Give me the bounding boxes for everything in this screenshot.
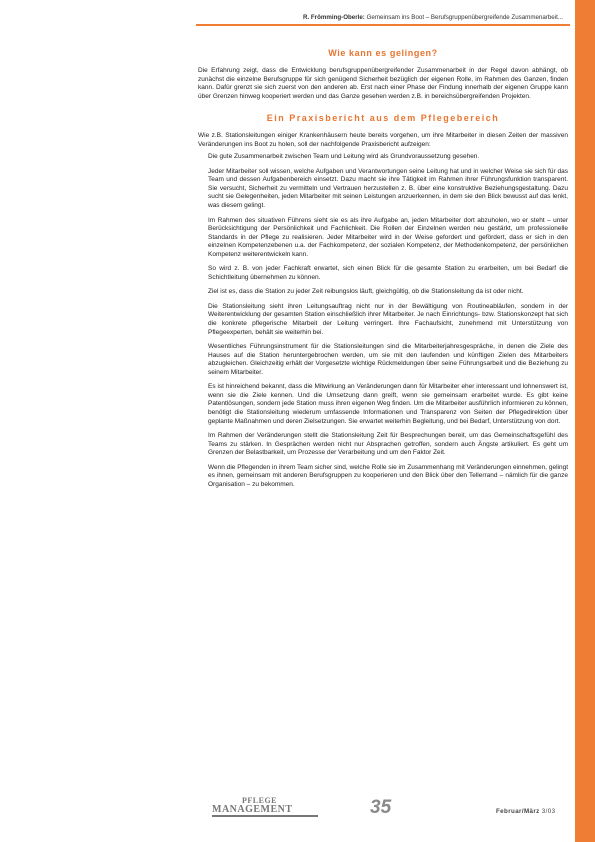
report-paragraph: Jeder Mitarbeiter soll wissen, welche Aufgaben und Verantwortungen seine Leitung hat und in welcher Weise sie sich für das Team und dessen Aufgabenbereich einsetzt. Dazu macht sie ihre Tätigkeit im Rahmen ihrer Führungsfunktion transparent. Sie versucht, Sicherheit zu vermitteln und Vertrauen herzustellen z. B. über eine konstruktive Beziehungsgestaltung. Dazu sucht sie Gelegenheiten, jeden Mitarbeiter mit seinen Leistungen anzuerkennen, in dem sie den Blick bewusst auf das lenkt, was diesem gelingt. xyxy=(208,167,568,210)
magazine-logo xyxy=(212,796,318,816)
report-paragraph: Die Stationsleitung sieht ihren Leitungsauftrag nicht nur in der Bewältigung von Routineabläufen, sondern in der Weiterentwicklung der gesamten Station einschließlich ihrer Mitarbeiter. Je nach Einrichtungs- bzw. Stationskonzept hat sich die konkrete pflegerische Mitarbeit der Leitung verringert. Ihre Fachaufsicht, zunehmend mit Unterstützung von Pflegeexperten, behält sie weiterhin bei. xyxy=(208,302,568,336)
page-number: 35 xyxy=(370,797,392,818)
report-paragraphs xyxy=(198,153,568,489)
section-heading-2: Ein Praxisbericht aus dem Pflegebereich xyxy=(266,113,500,124)
logo-line-2: MANAGEMENT xyxy=(212,804,293,815)
issue-number: 3/03 xyxy=(541,808,556,815)
section-heading-1: Wie kann es gelingen? xyxy=(328,48,438,58)
report-paragraph: Die gute Zusammenarbeit zwischen Team und Leitung wird als Grundvoraussetzung gesehen. xyxy=(208,153,480,161)
logo-line-1: PFLEGE xyxy=(242,796,278,805)
report-paragraph: Ziel ist es, dass die Station zu jeder Zeit reibungslos läuft, gleichgültig, ob die Stationsleitung da ist oder nicht. xyxy=(208,288,524,296)
section-2-intro: Wie z.B. Stationsleitungen einiger Krankenhäusern heute bereits vorgehen, um ihre Mitarbeiter in diesen Zeiten der massiven Veränderungen ins Boot zu holen, soll der nachfolgende Praxisbericht aufzeigen: xyxy=(198,132,568,148)
article-body xyxy=(198,48,568,495)
issue-info xyxy=(496,808,555,815)
issue-label: Februar/März xyxy=(496,808,540,815)
report-paragraph: Im Rahmen des situativen Führens sieht sie es als ihre Aufgabe an, jeden Mitarbeiter dort abzuholen, wo er steht – unter Berücksichtigung der Persönlichkeit und Fachlichkeit. Die Rollen der Einzelnen werden neu gestärkt, um professionelle Standards in der Pflege zu realisieren. Jeder Mitarbeiter wird in der Weise gefordert und gefördert, dass er sich in den einzelnen Kompetenzebenen u.a. der Fachkompetenz, der sozialen Kompetenz, der Methodenkompetenz, der persönlichen Kompetenz weiterentwickeln kann. xyxy=(208,216,568,258)
running-header xyxy=(303,14,563,21)
header-author: R. Frömming-Oberle: xyxy=(302,14,365,21)
header-article-title: Gemeinsam ins Boot – Berufsgruppenübergreifende Zusammenarbeit... xyxy=(366,14,563,21)
report-paragraph: Es ist hinreichend bekannt, dass die Mitwirkung an Veränderungen dann für Mitarbeiter eher interessant und lohnenswert ist, wenn sie die Ziele kennen. Und die Umsetzung dann greift, wenn sie gemeinsam erarbeitet wurde. Es gibt keine Patentlösungen, sondern jede Station muss ihren eigenen Weg finden. Um die Mitarbeiter ausführlich informieren zu können, benötigt die Stationsleitung wiederum umfassende Informationen und Transparenz von Seiten der Pflegedirektion über geplante Maßnahmen und deren Zielsetzungen. Sie erwartet weiterhin Begleitung, und bei Bedarf, Unterstützung von dort. xyxy=(208,383,568,425)
report-paragraph: Wenn die Pflegenden in ihrem Team sicher sind, welche Rolle sie im Zusammenhang mit Veränderungen einnehmen, gelingt es ihnen, gemeinsam mit anderen Berufsgruppen zu kooperieren und den Blick über den Tellerrand – nämlich für die ganze Organisation – zu bekommen. xyxy=(208,463,568,488)
side-accent-bar xyxy=(575,0,595,842)
section-1-paragraph: Die Erfahrung zeigt, dass die Entwicklung berufsgruppenübergreifender Zusammenarbeit in der Regel davon abhängt, ob zunächst die einzelne Berufsgruppe für sich genügend Sicherheit bezüglich der eigenen Rolle, im Rahmen des Ganzen, finden kann. Dafür grenzt sie sich zuerst von den anderen ab. Erst nach einer Phase der Findung innerhalb der eigenen Gruppe kann über Grenzen hinweg kooperiert werden und das Ganze gesehen werden z.B. in bereichsübergreifenden Projekten. xyxy=(198,67,568,100)
report-paragraph: So wird z. B. von jeder Fachkraft erwartet, sich einen Blick für die gesamte Station zu erarbeiten, um bei Bedarf die Schichtleitung übernehmen zu können. xyxy=(208,265,568,281)
logo-underline xyxy=(212,815,318,817)
report-paragraph: Wesentliches Führungsinstrument für die Stationsleitungen sind die Mitarbeiterjahresgespräche, in denen die Ziele des Hauses auf die Station heruntergebrochen werden, um sie mit den laufenden und künftigen Zielen des Mitarbeiters abzugleichen. Gleichzeitig erhält der Vorgesetzte wichtige Rückmeldungen über seine Führungsarbeit und die Beziehung zu seinem Mitarbeiter. xyxy=(208,343,568,376)
header-rule xyxy=(196,24,570,26)
report-paragraph: Im Rahmen der Veränderungen stellt die Stationsleitung Zeit für Besprechungen bereit, um das Gemeinschaftsgefühl des Teams zu stärken. In Gesprächen werden nicht nur Absprachen getroffen, sondern auch Ängste artikuliert. Es geht um Grenzen der Belastbarkeit, um Prozesse der Verarbeitung und um den Faktor Zeit. xyxy=(208,432,568,457)
